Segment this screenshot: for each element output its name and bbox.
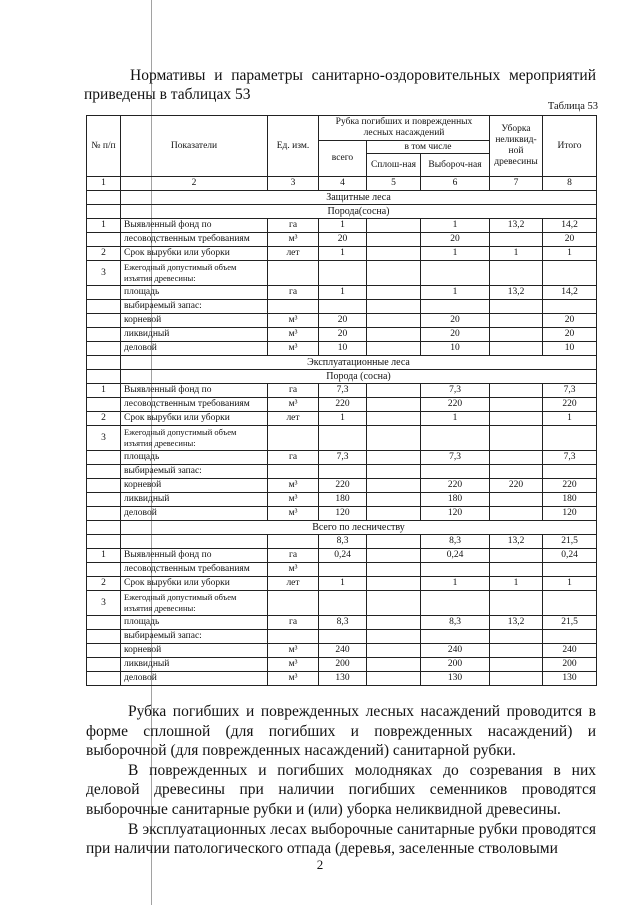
row-label: лесоводственным требованиям	[121, 563, 268, 577]
clear-cell	[367, 247, 421, 261]
clear-cell	[367, 314, 421, 328]
clear-cell	[367, 577, 421, 591]
unit-cell: лет	[268, 577, 319, 591]
total-cell: 7,3	[319, 384, 367, 398]
clear-cell	[367, 658, 421, 672]
paragraph: В эксплуатационных лесах выборочные санитарные рубки проводятся при наличии патологического отпада (деревья, заселенные стволовыми	[86, 820, 596, 858]
cleanup-cell	[490, 591, 543, 616]
selective-cell: 8,3	[421, 616, 490, 630]
column-number: 5	[367, 177, 421, 191]
total-cell: 1	[319, 247, 367, 261]
clear-cell	[367, 644, 421, 658]
row-label: корневой	[121, 314, 268, 328]
row-label: ликвидный	[121, 328, 268, 342]
table-row	[87, 261, 597, 286]
clear-cell	[367, 286, 421, 300]
total-cell: 1	[319, 286, 367, 300]
row-number	[87, 398, 121, 412]
table-row	[87, 328, 597, 342]
table-row	[87, 219, 597, 233]
blank-cell	[87, 356, 121, 370]
itogo-cell	[543, 465, 597, 479]
clear-cell	[367, 630, 421, 644]
total-cell: 240	[319, 644, 367, 658]
clear-cell	[367, 412, 421, 426]
unit-cell: м³	[268, 479, 319, 493]
cleanup-cell: 13,2	[490, 616, 543, 630]
cleanup-cell	[490, 465, 543, 479]
body-text	[86, 702, 596, 859]
itogo-cell	[543, 563, 597, 577]
table-row	[87, 549, 597, 563]
row-number: 1	[87, 549, 121, 563]
itogo-cell: 20	[543, 233, 597, 247]
row-label: Выявленный фонд по	[121, 549, 268, 563]
total-cell: 120	[319, 507, 367, 521]
row-number	[87, 328, 121, 342]
blank-cell	[87, 370, 121, 384]
itogo-cell: 7,3	[543, 384, 597, 398]
section-heading: Нормативы и параметры санитарно-оздоровительных мероприятий приведены в таблицах 53	[84, 67, 596, 103]
clear-cell	[367, 549, 421, 563]
selective-cell: 220	[421, 398, 490, 412]
selective-cell: 1	[421, 247, 490, 261]
itogo-cell: 0,24	[543, 549, 597, 563]
header-total-all: всего	[319, 141, 367, 177]
cleanup-cell	[490, 451, 543, 465]
clear-cell	[367, 398, 421, 412]
total-cell	[319, 426, 367, 451]
header-cleanup: Уборка неликвид-ной древесины	[490, 116, 543, 177]
column-number: 7	[490, 177, 543, 191]
selective-cell: 20	[421, 233, 490, 247]
row-number	[87, 644, 121, 658]
row-number: 1	[87, 219, 121, 233]
selective-cell	[421, 591, 490, 616]
totals-selective-cell: 8,3	[421, 535, 490, 549]
itogo-cell	[543, 630, 597, 644]
total-cell: 220	[319, 398, 367, 412]
unit-cell: м³	[268, 233, 319, 247]
table-row	[87, 398, 597, 412]
selective-cell: 20	[421, 328, 490, 342]
total-cell: 20	[319, 314, 367, 328]
selective-cell: 7,3	[421, 451, 490, 465]
cleanup-cell	[490, 563, 543, 577]
column-number: 3	[268, 177, 319, 191]
table-row	[87, 672, 597, 686]
unit-cell: га	[268, 286, 319, 300]
unit-cell: га	[268, 451, 319, 465]
itogo-cell: 120	[543, 507, 597, 521]
blank-cell	[87, 535, 121, 549]
row-number	[87, 563, 121, 577]
header-indicator: Показатели	[121, 116, 268, 177]
clear-cell	[367, 493, 421, 507]
paragraph: Рубка погибших и поврежденных лесных насаждений проводится в форме сплошной (для погибших и поврежденных насаждений) и выборочной (для поврежденных насаждений) санитарной рубки.	[86, 703, 596, 760]
total-cell	[319, 630, 367, 644]
table-row	[87, 577, 597, 591]
table-row	[87, 384, 597, 398]
cleanup-cell	[490, 314, 543, 328]
total-cell: 8,3	[319, 616, 367, 630]
total-cell: 1	[319, 577, 367, 591]
cleanup-cell	[490, 261, 543, 286]
row-number: 1	[87, 384, 121, 398]
unit-cell: м³	[268, 328, 319, 342]
blank-cell	[121, 535, 268, 549]
table-row	[87, 286, 597, 300]
selective-cell: 200	[421, 658, 490, 672]
itogo-cell: 21,5	[543, 616, 597, 630]
header-felling: Рубка погибших и поврежденных лесных насаждений	[319, 116, 490, 141]
clear-cell	[367, 261, 421, 286]
itogo-cell: 130	[543, 672, 597, 686]
column-number: 4	[319, 177, 367, 191]
section-subtitle: Порода(сосна)	[121, 205, 597, 219]
clear-cell	[367, 591, 421, 616]
clear-cell	[367, 219, 421, 233]
row-label: деловой	[121, 342, 268, 356]
totals-total-cell: 8,3	[319, 535, 367, 549]
unit-cell: лет	[268, 412, 319, 426]
itogo-cell: 1	[543, 412, 597, 426]
unit-cell	[268, 630, 319, 644]
itogo-cell: 7,3	[543, 451, 597, 465]
totals-cleanup-cell: 13,2	[490, 535, 543, 549]
row-label: площадь	[121, 616, 268, 630]
cleanup-cell	[490, 342, 543, 356]
itogo-cell: 200	[543, 658, 597, 672]
row-label: Ежегодный допустимый объем изъятия древесины:	[121, 591, 268, 616]
itogo-cell: 14,2	[543, 219, 597, 233]
table-row	[87, 314, 597, 328]
itogo-cell	[543, 261, 597, 286]
row-number: 3	[87, 426, 121, 451]
selective-cell: 220	[421, 479, 490, 493]
row-number	[87, 658, 121, 672]
row-number	[87, 300, 121, 314]
total-cell	[319, 591, 367, 616]
row-number	[87, 342, 121, 356]
selective-cell: 1	[421, 412, 490, 426]
selective-cell	[421, 630, 490, 644]
totals-clear-cell	[367, 535, 421, 549]
total-cell: 220	[319, 479, 367, 493]
section-title: Всего по лесничеству	[121, 521, 597, 535]
cleanup-cell	[490, 658, 543, 672]
row-label: лесоводственным требованиям	[121, 233, 268, 247]
row-number	[87, 479, 121, 493]
total-cell: 0,24	[319, 549, 367, 563]
row-number: 2	[87, 577, 121, 591]
section-subtitle: Порода (сосна)	[121, 370, 597, 384]
unit-cell	[268, 465, 319, 479]
unit-cell: м³	[268, 493, 319, 507]
section-title: Защитные леса	[121, 191, 597, 205]
table-row	[87, 591, 597, 616]
total-cell: 20	[319, 233, 367, 247]
paragraph: В поврежденных и погибших молодняках до созревания в них деловой древесины при наличии погибших семенников проводятся выборочные санитарные рубки и (или) уборка неликвидной древесины.	[86, 761, 596, 818]
itogo-cell: 14,2	[543, 286, 597, 300]
selective-cell: 120	[421, 507, 490, 521]
blank-cell	[87, 521, 121, 535]
row-number	[87, 465, 121, 479]
row-number: 2	[87, 247, 121, 261]
itogo-cell: 220	[543, 479, 597, 493]
row-number	[87, 314, 121, 328]
clear-cell	[367, 465, 421, 479]
row-label: корневой	[121, 644, 268, 658]
unit-cell	[268, 300, 319, 314]
total-cell: 130	[319, 672, 367, 686]
table-row	[87, 493, 597, 507]
header-including: в том числе	[367, 141, 490, 154]
row-number: 2	[87, 412, 121, 426]
cleanup-cell	[490, 328, 543, 342]
column-number: 6	[421, 177, 490, 191]
table-row	[87, 616, 597, 630]
cleanup-cell	[490, 549, 543, 563]
selective-cell	[421, 261, 490, 286]
clear-cell	[367, 426, 421, 451]
column-number: 2	[121, 177, 268, 191]
cleanup-cell: 1	[490, 247, 543, 261]
itogo-cell	[543, 426, 597, 451]
selective-cell	[421, 563, 490, 577]
header-total: Итого	[543, 116, 597, 177]
table-row	[87, 658, 597, 672]
table-row	[87, 451, 597, 465]
selective-cell: 10	[421, 342, 490, 356]
total-cell: 1	[319, 412, 367, 426]
unit-cell	[268, 261, 319, 286]
cleanup-cell	[490, 644, 543, 658]
row-number	[87, 286, 121, 300]
total-cell: 180	[319, 493, 367, 507]
table-row	[87, 412, 597, 426]
itogo-cell	[543, 591, 597, 616]
clear-cell	[367, 616, 421, 630]
total-cell: 200	[319, 658, 367, 672]
cleanup-cell: 1	[490, 577, 543, 591]
table-row	[87, 563, 597, 577]
unit-cell: м³	[268, 658, 319, 672]
table-row	[87, 507, 597, 521]
cleanup-cell	[490, 672, 543, 686]
table-row	[87, 465, 597, 479]
selective-cell: 1	[421, 286, 490, 300]
row-number: 3	[87, 591, 121, 616]
table-row	[87, 479, 597, 493]
clear-cell	[367, 507, 421, 521]
unit-cell: м³	[268, 314, 319, 328]
clear-cell	[367, 300, 421, 314]
unit-cell: га	[268, 219, 319, 233]
cleanup-cell	[490, 300, 543, 314]
header-clear: Сплош-ная	[367, 154, 421, 177]
unit-cell: м³	[268, 644, 319, 658]
selective-cell: 7,3	[421, 384, 490, 398]
itogo-cell: 240	[543, 644, 597, 658]
total-cell	[319, 300, 367, 314]
selective-cell	[421, 465, 490, 479]
unit-cell	[268, 591, 319, 616]
row-number	[87, 672, 121, 686]
itogo-cell: 220	[543, 398, 597, 412]
totals-itogo-cell: 21,5	[543, 535, 597, 549]
row-label: Ежегодный допустимый объем изъятия древесины:	[121, 426, 268, 451]
row-number	[87, 493, 121, 507]
table-row	[87, 247, 597, 261]
cleanup-cell	[490, 233, 543, 247]
cleanup-cell	[490, 412, 543, 426]
clear-cell	[367, 479, 421, 493]
selective-cell: 130	[421, 672, 490, 686]
total-cell: 7,3	[319, 451, 367, 465]
total-cell	[319, 261, 367, 286]
row-label: Срок вырубки или уборки	[121, 247, 268, 261]
selective-cell	[421, 426, 490, 451]
row-number	[87, 630, 121, 644]
row-label: ликвидный	[121, 493, 268, 507]
selective-cell: 1	[421, 219, 490, 233]
table-row	[87, 300, 597, 314]
column-number: 8	[543, 177, 597, 191]
table-row	[87, 426, 597, 451]
cleanup-cell	[490, 493, 543, 507]
row-label: Срок вырубки или уборки	[121, 577, 268, 591]
total-cell	[319, 465, 367, 479]
column-number: 1	[87, 177, 121, 191]
selective-cell	[421, 300, 490, 314]
unit-cell: га	[268, 549, 319, 563]
header-selective: Выбороч-ная	[421, 154, 490, 177]
unit-cell: га	[268, 616, 319, 630]
selective-cell: 180	[421, 493, 490, 507]
unit-cell: м³	[268, 342, 319, 356]
row-number	[87, 233, 121, 247]
total-cell: 10	[319, 342, 367, 356]
blank-cell	[268, 535, 319, 549]
row-label: Ежегодный допустимый объем изъятия древесины:	[121, 261, 268, 286]
section-title: Эксплуатационные леса	[121, 356, 597, 370]
table-row	[87, 630, 597, 644]
itogo-cell: 20	[543, 314, 597, 328]
clear-cell	[367, 672, 421, 686]
itogo-cell: 10	[543, 342, 597, 356]
row-label: выбираемый запас:	[121, 465, 268, 479]
row-label: площадь	[121, 451, 268, 465]
table-caption: Таблица 53	[547, 101, 598, 112]
row-label: деловой	[121, 672, 268, 686]
row-label: выбираемый запас:	[121, 630, 268, 644]
row-label: деловой	[121, 507, 268, 521]
table-row	[87, 233, 597, 247]
row-label: Выявленный фонд по	[121, 219, 268, 233]
header-unit: Ед. изм.	[268, 116, 319, 177]
clear-cell	[367, 328, 421, 342]
selective-cell: 1	[421, 577, 490, 591]
total-cell: 20	[319, 328, 367, 342]
cleanup-cell	[490, 398, 543, 412]
itogo-cell: 1	[543, 247, 597, 261]
selective-cell: 240	[421, 644, 490, 658]
row-label: лесоводственным требованиям	[121, 398, 268, 412]
blank-cell	[87, 191, 121, 205]
unit-cell: м³	[268, 507, 319, 521]
total-cell: 1	[319, 219, 367, 233]
unit-cell	[268, 426, 319, 451]
unit-cell: м³	[268, 672, 319, 686]
cleanup-cell	[490, 384, 543, 398]
sanitary-measures-table	[86, 115, 597, 686]
row-label: площадь	[121, 286, 268, 300]
unit-cell: лет	[268, 247, 319, 261]
cleanup-cell	[490, 630, 543, 644]
row-label: корневой	[121, 479, 268, 493]
table-row	[87, 644, 597, 658]
unit-cell: м³	[268, 563, 319, 577]
cleanup-cell	[490, 507, 543, 521]
unit-cell: га	[268, 384, 319, 398]
clear-cell	[367, 342, 421, 356]
clear-cell	[367, 233, 421, 247]
row-number	[87, 507, 121, 521]
table-row	[87, 342, 597, 356]
page-number: 2	[316, 857, 324, 872]
row-label: ликвидный	[121, 658, 268, 672]
selective-cell: 0,24	[421, 549, 490, 563]
itogo-cell	[543, 300, 597, 314]
row-label: Срок вырубки или уборки	[121, 412, 268, 426]
cleanup-cell: 13,2	[490, 219, 543, 233]
header-num: № п/п	[87, 116, 121, 177]
itogo-cell: 1	[543, 577, 597, 591]
clear-cell	[367, 384, 421, 398]
row-number	[87, 616, 121, 630]
selective-cell: 20	[421, 314, 490, 328]
row-number	[87, 451, 121, 465]
unit-cell: м³	[268, 398, 319, 412]
cleanup-cell: 220	[490, 479, 543, 493]
clear-cell	[367, 451, 421, 465]
itogo-cell: 20	[543, 328, 597, 342]
itogo-cell: 180	[543, 493, 597, 507]
total-cell	[319, 563, 367, 577]
row-label: Выявленный фонд по	[121, 384, 268, 398]
row-label: выбираемый запас:	[121, 300, 268, 314]
blank-cell	[87, 205, 121, 219]
cleanup-cell: 13,2	[490, 286, 543, 300]
row-number: 3	[87, 261, 121, 286]
clear-cell	[367, 563, 421, 577]
cleanup-cell	[490, 426, 543, 451]
